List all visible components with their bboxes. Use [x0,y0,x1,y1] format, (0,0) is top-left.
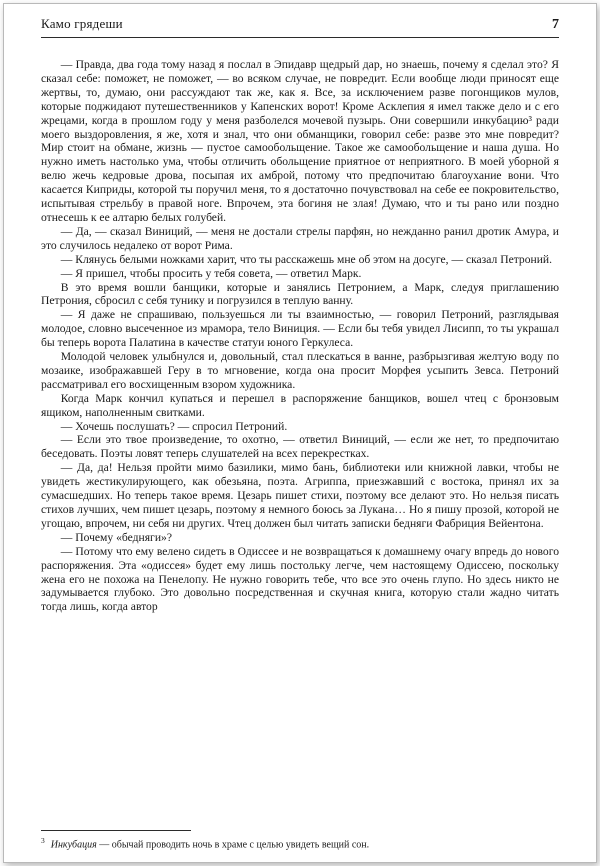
paragraph: — Я даже не спрашиваю, пользуешься ли ты взаимностью, — говорил Петроний, разглядывая молодое, словно высеченное из мрамора, тело Виниция. — Если бы тебя увидел Лисипп, то ты украшал бы теперь ворота Палатина в качестве статуи юного Геркулеса. [41,308,559,350]
book-page [3,3,597,863]
paragraph: Когда Марк кончил купаться и перешел в распоряжение банщиков, вошел чтец с бронзовым ящиком, наполненным свитками. [41,391,559,419]
paragraph: — Хочешь послушать? — спросил Петроний. [60,419,288,433]
page-body [41,58,559,826]
running-title: Камо грядеши [41,16,123,31]
paragraph: Молодой человек улыбнулся и, довольный, стал плескаться в ванне, разбрызгивая желтую воду по мозаике, изображавшей Геру в то мгновение, когда она просит Морфея усыпить Зевса. Петроний рассматривал его восхищенным взором художника. [41,350,559,391]
footnote-term: Инкубация [50,839,97,851]
paragraph: — Если это твое произведение, то охотно, — ответил Виниций, — если же нет, то предпочитаю беседовать. Поэты ловят теперь слушателей на всех перекрестках. [41,433,559,461]
footnote-divider [41,830,191,831]
paragraph: — Клянусь белыми ножками харит, что ты расскажешь мне об этом на досуге, — сказал Петроний. [60,252,553,266]
footnote-marker: 3 [41,836,45,846]
paragraph: — Да, — сказал Виниций, — меня не достали стрелы парфян, но нежданно ранил дротик Амура, и это случилось недалеко от ворот Рима. [41,224,559,252]
paragraph: В это время вошли банщики, которые и занялись Петронием, а Марк, следуя приглашению Петрония, сбросил с себя тунику и погрузился в теплую ванну. [41,280,559,308]
page-number: 7 [552,17,559,32]
paragraph: — Потому что ему велено сидеть в Одиссее и не возвращаться к домашнему очагу впредь до нового распоряжения. Эта «одиссея» будет ему лишь постольку легче, чем настоящему Одиссею, поскольку жена его не похожа на Пенелопу. Не нужно говорить тебе, что все это очень глупо. Но здесь никто не задумывается глубоко. Это довольно посредственная и скучная книга, которую стали жадно читать тогда лишь, когда автор [41,544,559,614]
page-header [41,16,559,38]
footnote-area [41,830,559,852]
footnote-text: — обычай проводить ночь в храме с целью увидеть вещий сон. [96,839,370,851]
paragraph: — Да, да! Нельзя пройти мимо базилики, мимо бань, библиотеки или книжной лавки, чтобы не увидеть жестикулирующего, как обезьяна, поэта. Агриппа, приезжавший с востока, принял их за сумасшедших. Но теперь такое время. Цезарь пишет стихи, поэтому все делают это. Но нельзя писать стихов лучших, чем пишет цезарь, поэтому я немного боюсь за Лукана… Но я пишу прозой, которой не угощаю, впрочем, ни себя ни других. Чтец должен был читать записки бедняги Фабриция Вейентона. [41,461,559,530]
footnote [41,835,559,852]
paragraph: — Почему «бедняги»? [60,530,172,544]
paragraph: — Я пришел, чтобы просить у тебя совета, — ответил Марк. [60,266,362,280]
paragraph: — Правда, два года тому назад я послал в Эпидавр щедрый дар, но знаешь, почему я сделал это? Я сказал себе: поможет, не поможет, — во всяком случае, не повредит. Если вообще люди приносят еще жертвы, то, думаю, они рассуждают так же, как я. Все, за исключением разве погонщиков мулов, которые поджидают путешественников у Капенских ворот! Кроме Асклепия я имел также дело и с его жрецами, когда в прошлом году у меня разболелся мочевой пузырь. Они совершили инкубацию³ ради моего выздоровления, я же, хотя и знал, что они обманщики, говорил себе: разве это мне повредит? Мир стоит на обмане, жизнь — пустое самообольщение. Такое же самообольщение и наша душа. Но нужно иметь настолько ума, чтобы отличить обольщение приятное от неприятного. В моей уборной я велю жечь кедровые дрова, посыпая их амброй, потому что предпочитаю благоухание вони. Что касается Киприды, которой ты поручил меня, то я достаточно почувствовал на себе ее покровительство, испытывая стрельбу в правой ноге. Впрочем, эта богиня не злая! Думаю, что и ты рано или поздно отнесешь к ее алтарю белых голубей. [41,58,559,224]
